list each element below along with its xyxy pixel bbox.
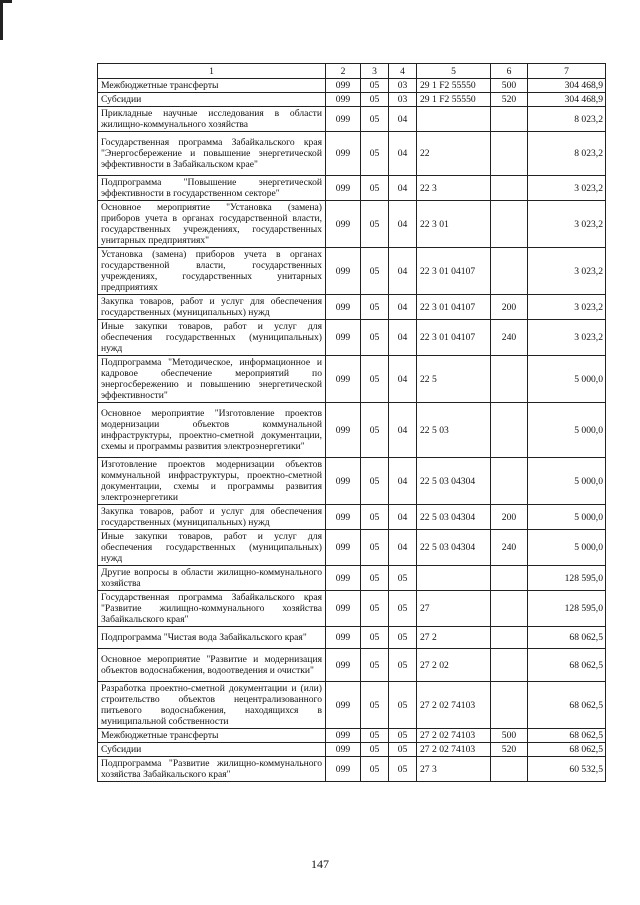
row-section: 05 <box>361 79 389 93</box>
row-section: 05 <box>361 505 389 530</box>
row-expense-type <box>491 176 528 201</box>
row-amount: 304 468,9 <box>528 79 606 93</box>
table-body <box>98 79 606 782</box>
row-name: Государственная программа Забайкальского края "Развитие жилищно-коммунального хозяйства Забайкальского края" <box>98 591 326 627</box>
row-target-article: 22 3 01 04107 <box>417 295 491 320</box>
row-section: 05 <box>361 356 389 403</box>
row-target-article: 22 5 03 04304 <box>417 530 491 566</box>
header-col-6: 6 <box>491 64 528 79</box>
row-amount: 68 062,5 <box>528 649 606 682</box>
row-target-article: 22 3 01 04107 <box>417 248 491 295</box>
row-name: Прикладные научные исследования в области жилищно-коммунального хозяйства <box>98 107 326 132</box>
row-expense-type <box>491 356 528 403</box>
header-col-5: 5 <box>417 64 491 79</box>
row-admin-code: 099 <box>326 729 361 743</box>
table-row <box>98 627 606 649</box>
row-target-article: 22 5 03 04304 <box>417 505 491 530</box>
row-target-article: 22 5 03 <box>417 403 491 458</box>
row-admin-code: 099 <box>326 682 361 729</box>
table-row <box>98 107 606 132</box>
table-row <box>98 566 606 591</box>
row-admin-code: 099 <box>326 458 361 505</box>
row-section: 05 <box>361 627 389 649</box>
row-admin-code: 099 <box>326 743 361 757</box>
row-section: 05 <box>361 757 389 782</box>
row-target-article: 27 <box>417 591 491 627</box>
row-amount: 60 532,5 <box>528 757 606 782</box>
row-subsection: 04 <box>389 505 417 530</box>
row-admin-code: 099 <box>326 566 361 591</box>
row-section: 05 <box>361 649 389 682</box>
header-col-2: 2 <box>326 64 361 79</box>
row-section: 05 <box>361 93 389 107</box>
table-row <box>98 458 606 505</box>
row-section: 05 <box>361 591 389 627</box>
row-name: Основное мероприятие "Изготовление проектов модернизации объектов коммунальной инфраструктуры, проектно-сметной документации, схемы и программы развития электроэнергетики" <box>98 403 326 458</box>
row-admin-code: 099 <box>326 356 361 403</box>
row-expense-type: 520 <box>491 743 528 757</box>
row-subsection: 04 <box>389 458 417 505</box>
row-amount: 3 023,2 <box>528 320 606 356</box>
row-admin-code: 099 <box>326 627 361 649</box>
row-name: Другие вопросы в области жилищно-коммунального хозяйства <box>98 566 326 591</box>
row-name: Подпрограмма "Методическое, информационное и кадровое обеспечение мероприятий по энергосбережению и повышению энергетической эффективности" <box>98 356 326 403</box>
row-amount: 304 468,9 <box>528 93 606 107</box>
row-section: 05 <box>361 403 389 458</box>
row-subsection: 05 <box>389 729 417 743</box>
row-expense-type <box>491 201 528 248</box>
table-row <box>98 176 606 201</box>
table-row <box>98 530 606 566</box>
row-target-article: 27 2 02 <box>417 649 491 682</box>
row-subsection: 05 <box>389 627 417 649</box>
row-target-article: 22 3 <box>417 176 491 201</box>
row-subsection: 04 <box>389 132 417 176</box>
row-name: Подпрограмма "Повышение энергетической эффективности в государственном секторе" <box>98 176 326 201</box>
row-expense-type: 500 <box>491 729 528 743</box>
row-expense-type <box>491 627 528 649</box>
row-target-article: 22 3 01 04107 <box>417 320 491 356</box>
row-expense-type: 240 <box>491 320 528 356</box>
row-name: Подпрограмма "Чистая вода Забайкальского края" <box>98 627 326 649</box>
row-subsection: 05 <box>389 649 417 682</box>
row-amount: 3 023,2 <box>528 201 606 248</box>
row-section: 05 <box>361 248 389 295</box>
row-name: Установка (замена) приборов учета в органах государственной власти, государственных учреждениях, государственных унитарных предприятиях <box>98 248 326 295</box>
header-col-7: 7 <box>528 64 606 79</box>
row-amount: 68 062,5 <box>528 627 606 649</box>
row-name: Субсидии <box>98 743 326 757</box>
table-row <box>98 649 606 682</box>
row-subsection: 04 <box>389 403 417 458</box>
page-number: 147 <box>311 857 329 871</box>
row-section: 05 <box>361 743 389 757</box>
row-amount: 128 595,0 <box>528 591 606 627</box>
table-row <box>98 132 606 176</box>
row-target-article: 22 3 01 <box>417 201 491 248</box>
row-admin-code: 099 <box>326 79 361 93</box>
row-amount: 8 023,2 <box>528 132 606 176</box>
row-amount: 5 000,0 <box>528 356 606 403</box>
page-edge-mark <box>0 0 3 40</box>
row-amount: 68 062,5 <box>528 729 606 743</box>
row-admin-code: 099 <box>326 107 361 132</box>
row-target-article: 22 5 03 04304 <box>417 458 491 505</box>
row-name: Закупка товаров, работ и услуг для обеспечения государственных (муниципальных) нужд <box>98 505 326 530</box>
row-expense-type: 200 <box>491 505 528 530</box>
row-subsection: 05 <box>389 591 417 627</box>
row-target-article <box>417 107 491 132</box>
row-section: 05 <box>361 458 389 505</box>
header-col-3: 3 <box>361 64 389 79</box>
table-row <box>98 682 606 729</box>
table-row <box>98 248 606 295</box>
row-name: Закупка товаров, работ и услуг для обеспечения государственных (муниципальных) нужд <box>98 295 326 320</box>
table-row <box>98 356 606 403</box>
row-expense-type <box>491 757 528 782</box>
row-subsection: 04 <box>389 248 417 295</box>
row-expense-type <box>491 591 528 627</box>
row-admin-code: 099 <box>326 295 361 320</box>
row-admin-code: 099 <box>326 93 361 107</box>
row-amount: 68 062,5 <box>528 682 606 729</box>
row-subsection: 05 <box>389 682 417 729</box>
row-admin-code: 099 <box>326 530 361 566</box>
row-target-article: 22 5 <box>417 356 491 403</box>
table-row <box>98 729 606 743</box>
row-name: Межбюджетные трансферты <box>98 729 326 743</box>
row-amount: 68 062,5 <box>528 743 606 757</box>
row-amount: 5 000,0 <box>528 505 606 530</box>
row-admin-code: 099 <box>326 591 361 627</box>
table-row <box>98 295 606 320</box>
table-row <box>98 403 606 458</box>
row-subsection: 03 <box>389 93 417 107</box>
row-target-article: 22 <box>417 132 491 176</box>
header-col-4: 4 <box>389 64 417 79</box>
row-expense-type <box>491 682 528 729</box>
row-section: 05 <box>361 530 389 566</box>
table-row <box>98 201 606 248</box>
row-section: 05 <box>361 320 389 356</box>
row-amount: 3 023,2 <box>528 295 606 320</box>
row-admin-code: 099 <box>326 403 361 458</box>
row-subsection: 04 <box>389 201 417 248</box>
table-row <box>98 93 606 107</box>
row-expense-type: 500 <box>491 79 528 93</box>
row-subsection: 04 <box>389 176 417 201</box>
table-row <box>98 320 606 356</box>
row-name: Основное мероприятие "Установка (замена) приборов учета в органах государственной власти, государственных учреждениях, государственных унитарных предприятиях" <box>98 201 326 248</box>
table-row <box>98 591 606 627</box>
row-target-article: 29 1 F2 55550 <box>417 93 491 107</box>
row-admin-code: 099 <box>326 176 361 201</box>
row-section: 05 <box>361 295 389 320</box>
row-section: 05 <box>361 566 389 591</box>
row-subsection: 04 <box>389 107 417 132</box>
row-expense-type: 520 <box>491 93 528 107</box>
row-name: Подпрограмма "Развитие жилищно-коммунального хозяйства Забайкальского края" <box>98 757 326 782</box>
row-admin-code: 099 <box>326 248 361 295</box>
row-amount: 3 023,2 <box>528 248 606 295</box>
table-row <box>98 743 606 757</box>
row-name: Межбюджетные трансферты <box>98 79 326 93</box>
table-row <box>98 757 606 782</box>
row-amount: 3 023,2 <box>528 176 606 201</box>
row-name: Иные закупки товаров, работ и услуг для обеспечения государственных (муниципальных) нужд <box>98 320 326 356</box>
row-name: Иные закупки товаров, работ и услуг для обеспечения государственных (муниципальных) нужд <box>98 530 326 566</box>
row-subsection: 05 <box>389 566 417 591</box>
row-admin-code: 099 <box>326 201 361 248</box>
page-edge-mark-top <box>0 0 12 3</box>
table-row <box>98 79 606 93</box>
row-target-article: 27 2 02 74103 <box>417 743 491 757</box>
row-subsection: 04 <box>389 530 417 566</box>
row-subsection: 04 <box>389 356 417 403</box>
row-subsection: 04 <box>389 295 417 320</box>
row-section: 05 <box>361 201 389 248</box>
row-name: Разработка проектно-сметной документации и (или) строительство объектов нецентрализованного питьевого водоснабжения, находящихся в муниципальной собственности <box>98 682 326 729</box>
row-subsection: 03 <box>389 79 417 93</box>
row-name: Изготовление проектов модернизации объектов коммунальной инфраструктуры, проектно-сметной документации, схемы и программы развития электроэнергетики <box>98 458 326 505</box>
row-expense-type <box>491 107 528 132</box>
header-col-1: 1 <box>98 64 326 79</box>
row-name: Государственная программа Забайкальского края "Энергосбережение и повышение энергетической эффективности в Забайкальском крае" <box>98 132 326 176</box>
budget-table <box>97 63 606 782</box>
row-target-article: 29 1 F2 55550 <box>417 79 491 93</box>
row-admin-code: 099 <box>326 132 361 176</box>
row-admin-code: 099 <box>326 505 361 530</box>
row-admin-code: 099 <box>326 649 361 682</box>
row-section: 05 <box>361 682 389 729</box>
row-section: 05 <box>361 107 389 132</box>
row-expense-type <box>491 132 528 176</box>
row-section: 05 <box>361 132 389 176</box>
table-row <box>98 505 606 530</box>
row-target-article: 27 2 <box>417 627 491 649</box>
row-target-article: 27 2 02 74103 <box>417 729 491 743</box>
row-amount: 128 595,0 <box>528 566 606 591</box>
row-target-article: 27 3 <box>417 757 491 782</box>
row-expense-type <box>491 458 528 505</box>
row-subsection: 05 <box>389 757 417 782</box>
row-expense-type: 240 <box>491 530 528 566</box>
row-target-article: 27 2 02 74103 <box>417 682 491 729</box>
row-expense-type <box>491 403 528 458</box>
row-amount: 8 023,2 <box>528 107 606 132</box>
row-expense-type: 200 <box>491 295 528 320</box>
header-row <box>98 64 606 79</box>
row-expense-type <box>491 566 528 591</box>
row-target-article <box>417 566 491 591</box>
row-section: 05 <box>361 176 389 201</box>
row-subsection: 05 <box>389 743 417 757</box>
row-name: Субсидии <box>98 93 326 107</box>
row-subsection: 04 <box>389 320 417 356</box>
row-section: 05 <box>361 729 389 743</box>
row-admin-code: 099 <box>326 757 361 782</box>
row-expense-type <box>491 248 528 295</box>
row-amount: 5 000,0 <box>528 530 606 566</box>
row-expense-type <box>491 649 528 682</box>
row-name: Основное мероприятие "Развитие и модернизация объектов водоснабжения, водоотведения и очистки" <box>98 649 326 682</box>
row-admin-code: 099 <box>326 320 361 356</box>
row-amount: 5 000,0 <box>528 403 606 458</box>
row-amount: 5 000,0 <box>528 458 606 505</box>
